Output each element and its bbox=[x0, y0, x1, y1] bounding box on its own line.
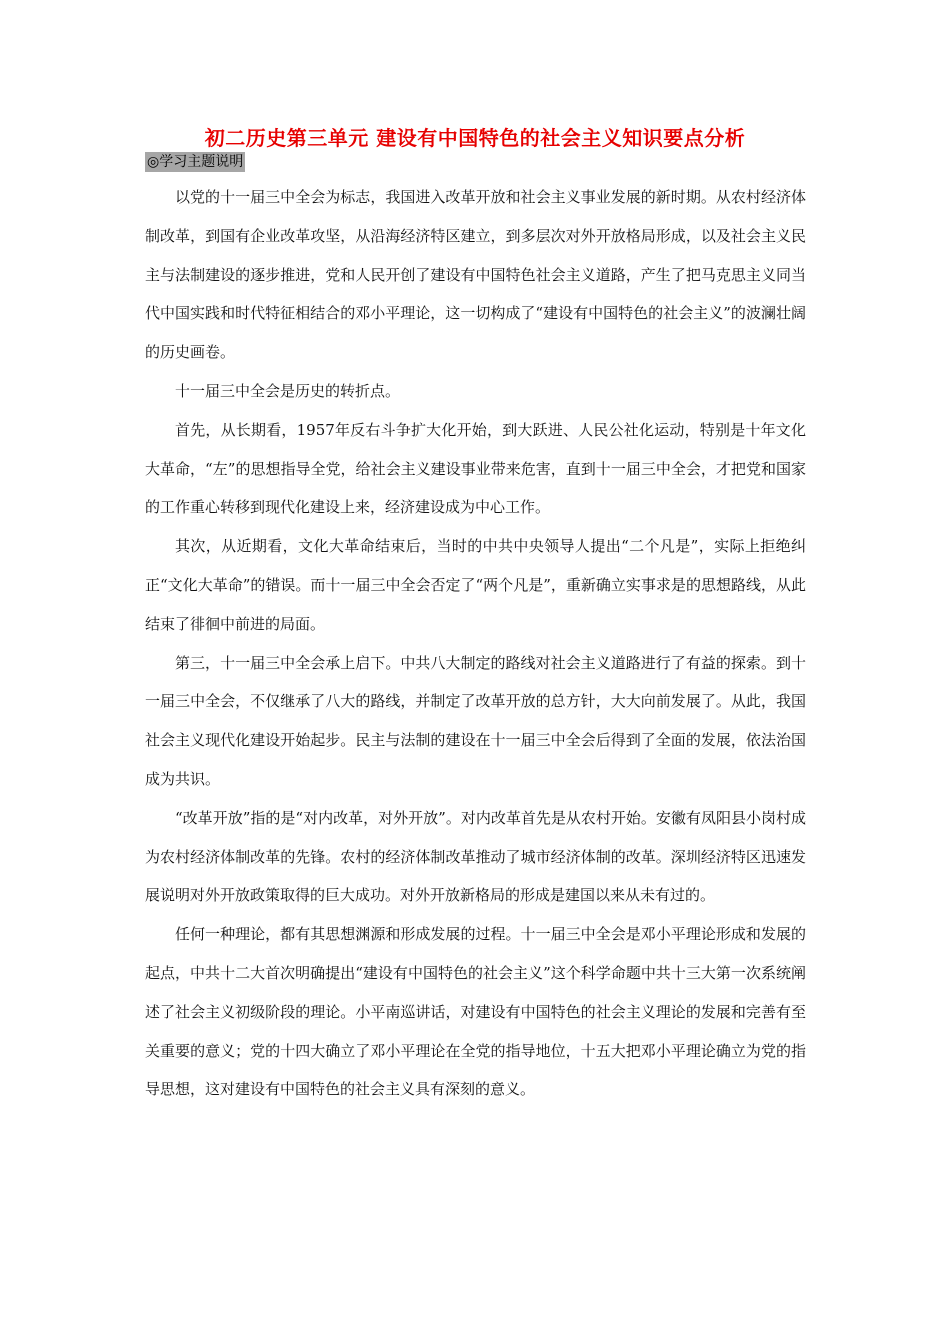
paragraph-third: 第三，十一届三中全会承上启下。中共八大制定的路线对社会主义道路进行了有益的探索。到十一届三中全会，不仅继承了八大的路线，并制定了改革开放的总方针，大大向前发展了。从此，我国社会主义现代化建设开始起步。民主与法制的建设在十一届三中全会后得到了全面的发展，依法治国成为共识。 bbox=[145, 653, 806, 788]
paragraph-reform-opening: “改革开放”指的是“对内改革，对外开放”。对内改革首先是从农村开始。安徽有凤阳县小岗村成为农村经济体制改革的先锋。农村的经济体制改革推动了城市经济体制的改革。深圳经济特区迅速发展说明对外开放政策取得的巨大成功。对外开放新格局的形成是建国以来从未有过的。 bbox=[145, 808, 806, 905]
document-body bbox=[145, 178, 806, 1109]
paragraph-theory: 任何一种理论，都有其思想渊源和形成发展的过程。十一届三中全会是邓小平理论形成和发展的起点，中共十二大首次明确提出“建设有中国特色的社会主义”这个科学命题中共十三大第一次系统阐述了社会主义初级阶段的理论。小平南巡讲话，对建设有中国特色的社会主义理论的发展和完善有至关重要的意义；党的十四大确立了邓小平理论在全党的指导地位，十五大把邓小平理论确立为党的指导思想，这对建设有中国特色的社会主义具有深刻的意义。 bbox=[145, 925, 806, 1099]
paragraph-first: 首先，从长期看，1957年反右斗争扩大化开始，到大跃进、人民公社化运动，特别是十年文化大革命，“左”的思想指导全党，给社会主义建设事业带来危害，直到十一届三中全会，才把党和国家的工作重心转移到现代化建设上来，经济建设成为中心工作。 bbox=[145, 420, 806, 517]
paragraph-second: 其次，从近期看，文化大革命结束后，当时的中共中央领导人提出“二个凡是”，实际上拒绝纠正“文化大革命”的错误。而十一届三中全会否定了“两个凡是”，重新确立实事求是的思想路线，从此结束了徘徊中前进的局面。 bbox=[145, 537, 806, 633]
paragraph-intro: 以党的十一届三中全会为标志，我国进入改革开放和社会主义事业发展的新时期。从农村经济体制改革，到国有企业改革攻坚，从沿海经济特区建立，到多层次对外开放格局形成，以及社会主义民主与法制建设的逐步推进，党和人民开创了建设有中国特色社会主义道路，产生了把马克思主义同当代中国实践和时代特征相结合的邓小平理论，这一切构成了“建设有中国特色的社会主义”的波澜壮阔的历史画卷。 bbox=[145, 188, 806, 362]
paragraph-turning-point: 十一届三中全会是历史的转折点。 bbox=[175, 381, 401, 400]
section-label: ◎学习主题说明 bbox=[147, 154, 244, 170]
document-title: 初二历史第三单元 建设有中国特色的社会主义知识要点分析 bbox=[204, 126, 746, 150]
